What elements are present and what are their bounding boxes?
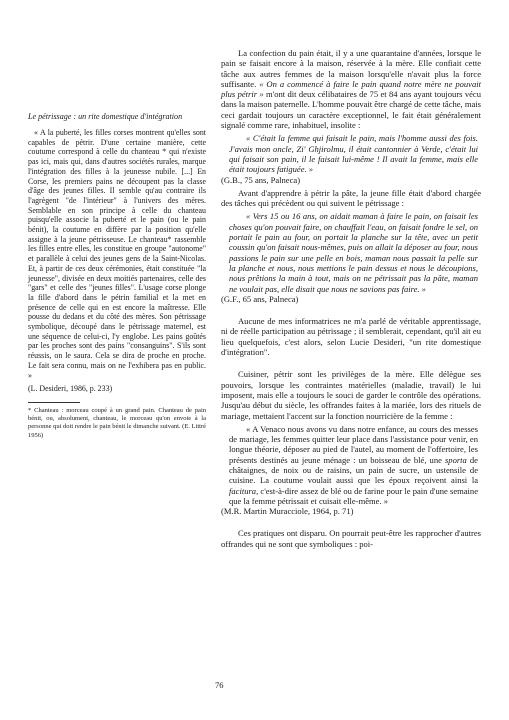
sidebar-box: [28, 112, 206, 440]
quote-3-tail: , c'est-à-dire assez de blé ou de farine pour le pain d'une semaine que la femme pétrissait et cuisait elle-même. »: [229, 485, 478, 506]
citation-2: (G.F., 65 ans, Palneca): [221, 293, 299, 304]
citation-3: (M.R. Martin Muracciole, 1964, p. 71): [221, 506, 354, 517]
quote-3: [221, 424, 481, 506]
sidebar-citation: (L. Desideri, 1986, p. 233): [28, 384, 113, 394]
quote-1: « C'était la femme qui faisait le pain, mais l'homme aussi des fois. J'avais mon oncle, Zi' Ghjirolmu, il était cantonnier à Verde, c'était lui qui faisait son pain, il le faisait lui-même ! Il avait la femme, mais elle était toujours fatiguée. »: [229, 133, 478, 175]
paragraph-2: Avant d'apprendre à pétrir la pâte, la jeune fille était d'abord chargée des tâches qui précèdent ou qui suivent le pétrissage :: [221, 187, 481, 209]
quote-2: « Vers 15 ou 16 ans, on aidait maman à faire le pain, on faisait les choses qu'on pouvait faire, on chauffait l'eau, on faisait fondre le sel, on portait le pain au four, on portait la planche sur la tête, avec un petit coussin qu'on faisait nous-mêmes, puis on allait la déposer au four, nous passions le pain sur une pelle en bois, maman nous passait la pelle sur la planche et nous, nous mettions le pain dessus et nous le découpions, nous prêtions la main à tout, mais on ne pétrissait pas la pâte, maman ne voulait pas, elle disait que nous ne savions pas faire. »: [229, 211, 478, 294]
citation-1: (G.B., 75 ans, Palneca): [221, 174, 301, 185]
paragraph-3: Aucune de mes informatrices ne m'a parlé de véritable apprentissage, ni de réelle participation au pétrissage ; il semblerait, cependant, qu'il ait eu lieu quelquefois, c'est alors, selon Lucie Desideri, "un rite domestique d'intégration".: [221, 316, 481, 358]
main-column: [221, 48, 481, 549]
footnote-divider: [28, 402, 80, 403]
quote-3-mid: de châtaignes, de noix ou de raisins, un pain de sucre, un ustensile de cuisine. La coutume voulait aussi que les époux reçoivent ainsi la: [229, 454, 478, 486]
sidebar-footnote: * Chanteau : morceau coupé à un grand pain. Chanteau de pain bénit, ou, absolument, chanteau, le morceau qu'on envoie à la personne qui doit rendre le pain bénit le dimanche suivant. (E. Littré 1956): [28, 406, 206, 439]
quote-3-lead: « A Venaco nous avons vu dans notre enfance, au cours des messes de mariage, les femmes quitter leur place dans l'assistance pour venir, en longue théorie, déposer au pied de l'autel, au moment de l'offertoire, les présents destinés au jeune ménage : un boisseau de blé, une: [229, 423, 478, 465]
paragraph-4: Cuisiner, pétrir sont les privilèges de la mère. Elle délègue ses pouvoirs, lorsque les contraintes matérielles (maladie, travail) le lui imposent, mais elle a toujours le souci de garder le contrôle des opérations. Jusqu'au début du siècle, les offrandes faites à la mariée, lors des rituels de mariage, mettaient l'accent sur la fonction nourricière de la femme :: [221, 369, 481, 421]
paragraph-1-quote: « On a commencé à faire le pain quand notre mère ne pouvait plus pétrir »: [221, 78, 481, 100]
paragraph-1: [221, 48, 481, 130]
quote-3-term-sporta: sporta: [444, 454, 467, 465]
page-number: 76: [215, 680, 224, 690]
paragraph-1-tail: m'ont dit deux célibataires de 75 et 84 ans ayant toujours vécu dans la maison paternelle. L'homme pouvait être chargé de cette tâche, mais ceci gardait toujours un caractère exceptionnel, le fait était généralement signalé comme rare, inhabituel, insolite :: [221, 89, 481, 131]
sidebar-title: Le pétrissage : un rite domestique d'intégration: [28, 112, 183, 121]
sidebar-body: « A la puberté, les filles corses montrent qu'elles sont capables de pétrir. D'une certaine manière, cette coutume correspond à celle du chanteau * qui n'existe pas ici, mais qui, dans d'autres sociétés rurales, marque l'intégration des filles à la jeunesse nubile. [...] En Corse, les premiers pains ne découpent pas la classe d'âge des jeunes filles. Il semble qu'au contraire ils l'agrègent "de l'intérieur" à l'univers des mères. Semblable en son principe à celle du chanteau puisqu'elle associe la puberté et le pain (ou le pain bénit), la coutume en diffère par la position qu'elle assigne à la jeune pétrisseuse. Le chanteau* rassemble les filles entre elles, les constitue en groupe "autonome" et parallèle à celui des jeunes gens de la Saint-Nicolas. Et, à partir de ces deux cérémonies, était constituée "la jeunesse", divisée en deux moitiés partenaires, celle des "gars" et celle des "jeunes filles". L'usage corse plonge la fille d'abord dans le pétrin familial et la met en présence de celle qui en est encore la maîtresse. Elle pousse du dedans et du côté des mères. Son pétrissage symbolique, découpé dans le pétrissage maternel, est une séquence de celui-ci, l'y englobe. Les pains goûtés par les proches sont des pains "consanguins". S'ils sont réussis, on le saura. Cela se dira de proche en proche. Le fait sera connu, mais on ne l'exhibera pas en public. »: [28, 128, 206, 380]
paragraph-1-lead: La confection du pain était, il y a une quarantaine d'années, lorsque le pain se faisait encore à la maison, réservée à la mère. Elle confiait cette tâche aux autres femmes de la maison lorsqu'elle n'avait plus la force suffisante.: [221, 48, 481, 89]
quote-3-term-facitura: facitura: [229, 485, 257, 496]
paragraph-5: Ces pratiques ont disparu. On pourrait peut-être les rapprocher d'autres offrandes qui ne sont que symboliques : poi-: [221, 528, 481, 549]
